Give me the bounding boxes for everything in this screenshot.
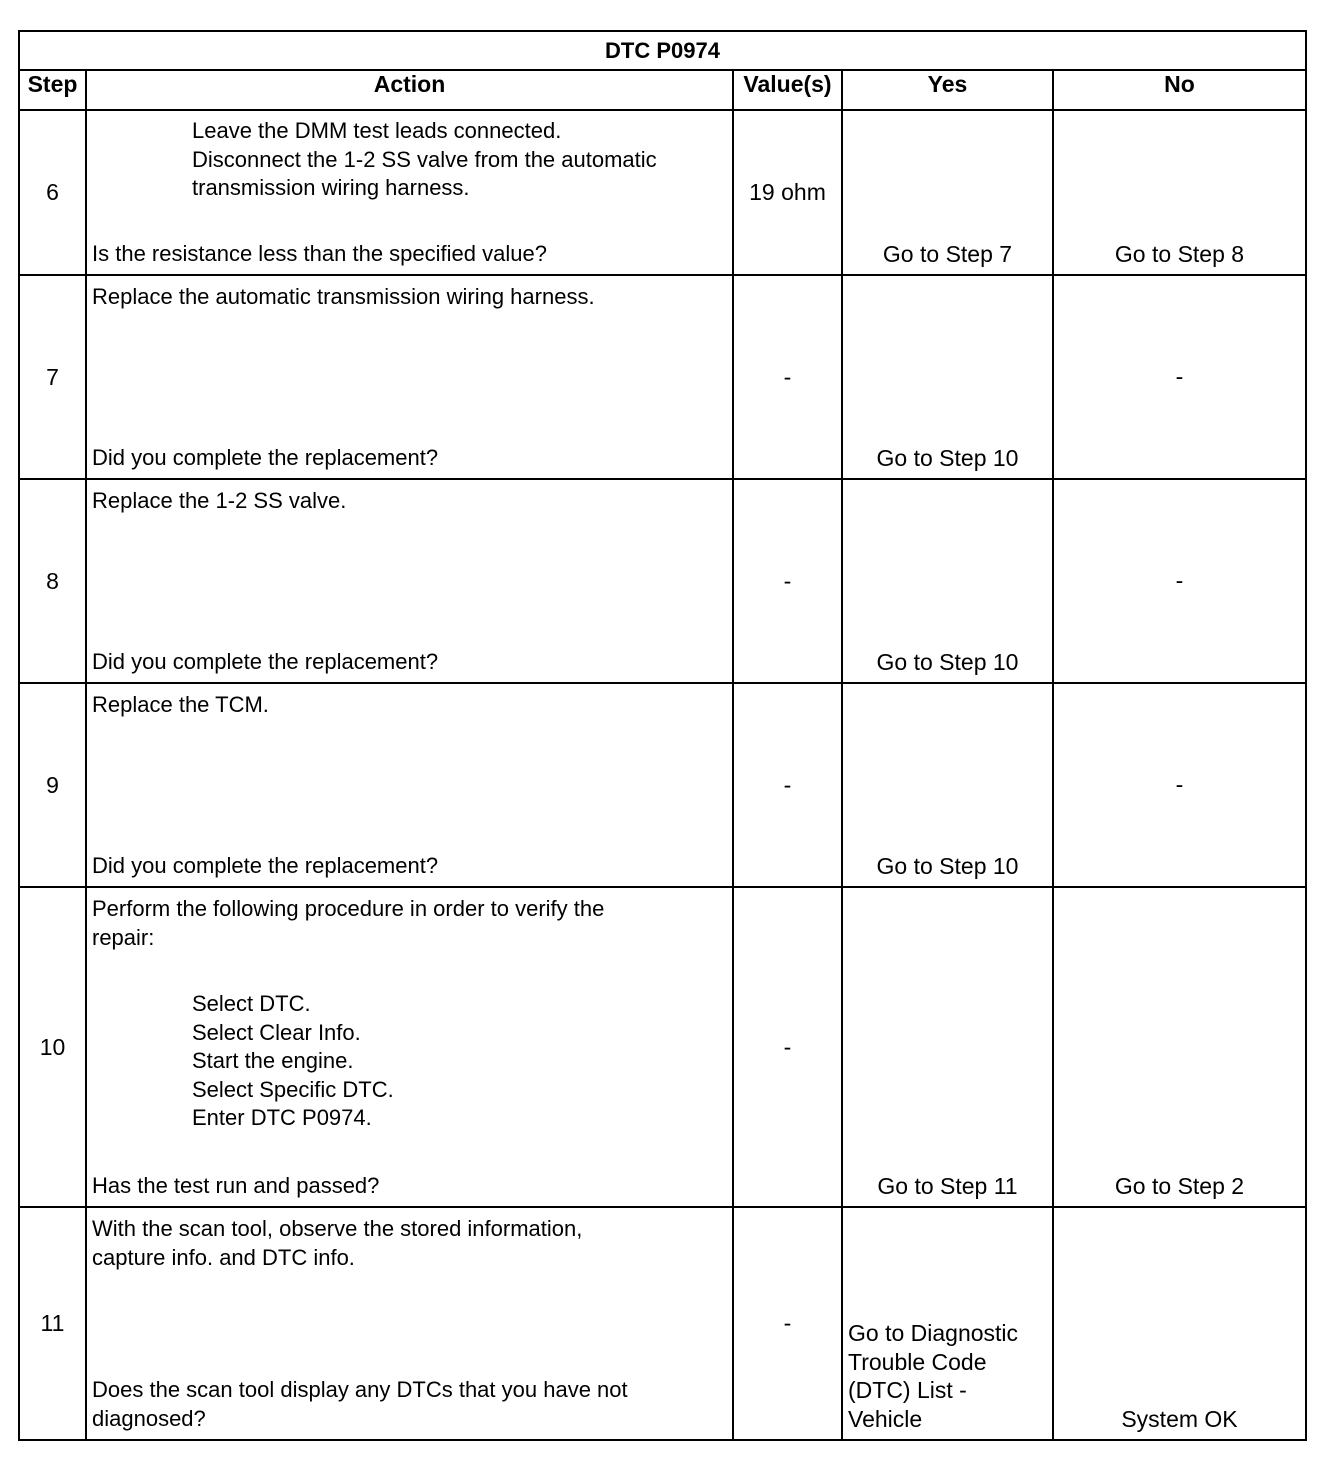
step-number: 11: [19, 1207, 86, 1440]
yes-result: Go to Step 7: [882, 240, 1013, 267]
yes-cell: [842, 887, 1053, 1207]
action-line: Perform the following procedure in order to verify the: [92, 896, 605, 921]
yes-cell: [842, 1207, 1053, 1440]
value-cell: -: [733, 479, 842, 683]
yes-result: [848, 1319, 1052, 1433]
header-action: Action: [86, 70, 733, 110]
step-number: 6: [19, 110, 86, 275]
no-result: Go to Step 8: [1114, 240, 1245, 267]
no-cell: [1053, 479, 1306, 683]
procedure-item: Select DTC.: [192, 991, 311, 1016]
step-number: 9: [19, 683, 86, 887]
value-cell: -: [733, 683, 842, 887]
step-number: 10: [19, 887, 86, 1207]
no-cell: [1053, 683, 1306, 887]
yes-line: Trouble Code: [848, 1348, 987, 1375]
yes-result: Go to Step 10: [876, 444, 1019, 471]
step-number: 8: [19, 479, 86, 683]
header-values: Value(s): [733, 70, 842, 110]
question-line: diagnosed?: [92, 1405, 206, 1431]
action-question: Did you complete the replacement?: [92, 648, 439, 674]
action-line: Replace the 1-2 SS valve.: [92, 488, 347, 513]
action-line: Leave the DMM test leads connected.: [192, 118, 562, 143]
action-cell: [86, 887, 733, 1207]
no-result: Go to Step 2: [1114, 1172, 1245, 1199]
header-row: [19, 70, 1306, 110]
value-cell: -: [733, 275, 842, 479]
no-result: -: [1175, 363, 1184, 390]
yes-line: Vehicle: [848, 1405, 923, 1432]
no-cell: [1053, 110, 1306, 275]
table-row: [19, 479, 1306, 683]
yes-cell: [842, 479, 1053, 683]
no-cell: [1053, 887, 1306, 1207]
action-cell: [86, 110, 733, 275]
action-cell: [86, 275, 733, 479]
action-line: Replace the TCM.: [92, 692, 269, 717]
value-cell: -: [733, 1207, 842, 1440]
procedure-item: Select Specific DTC.: [192, 1076, 394, 1102]
procedure-list: [92, 990, 724, 1133]
action-line: Disconnect the 1-2 SS valve from the automatic: [192, 146, 657, 172]
yes-cell: [842, 110, 1053, 275]
table-title: DTC P0974: [19, 31, 1306, 70]
action-question: Is the resistance less than the specified value?: [92, 240, 547, 266]
table-row: [19, 887, 1306, 1207]
no-result: -: [1175, 771, 1184, 798]
header-no: No: [1053, 70, 1306, 110]
table-row: [19, 1207, 1306, 1440]
header-step: Step: [19, 70, 86, 110]
action-question: Did you complete the replacement?: [92, 852, 439, 878]
action-line: Replace the automatic transmission wiring harness.: [92, 284, 595, 309]
yes-result: Go to Step 11: [877, 1172, 1018, 1199]
dtc-table: [18, 30, 1307, 1441]
action-cell: [86, 1207, 733, 1440]
value-cell: 19 ohm: [733, 110, 842, 275]
action-cell: [86, 479, 733, 683]
step-number: 7: [19, 275, 86, 479]
action-question: Did you complete the replacement?: [92, 444, 439, 470]
no-result: -: [1175, 567, 1184, 594]
action-line: capture info. and DTC info.: [92, 1244, 355, 1270]
header-yes: Yes: [842, 70, 1053, 110]
no-cell: [1053, 275, 1306, 479]
procedure-item: Enter DTC P0974.: [192, 1105, 372, 1130]
yes-result: Go to Step 10: [876, 852, 1019, 879]
procedure-item: Start the engine.: [192, 1048, 354, 1073]
yes-result: Go to Step 10: [876, 648, 1019, 675]
table-row: [19, 683, 1306, 887]
action-line: With the scan tool, observe the stored information,: [92, 1216, 583, 1241]
no-cell: [1053, 1207, 1306, 1440]
action-question: Has the test run and passed?: [92, 1172, 380, 1198]
action-cell: [86, 683, 733, 887]
action-line: transmission wiring harness.: [192, 175, 470, 200]
procedure-item: Select Clear Info.: [192, 1019, 361, 1045]
yes-line: (DTC) List -: [848, 1377, 967, 1403]
action-line: repair:: [92, 924, 155, 950]
value-cell: -: [733, 887, 842, 1207]
yes-cell: [842, 275, 1053, 479]
question-line: Does the scan tool display any DTCs that you have not: [92, 1377, 628, 1402]
table-row: [19, 110, 1306, 275]
yes-cell: [842, 683, 1053, 887]
no-result: System OK: [1121, 1405, 1238, 1432]
table-row: [19, 275, 1306, 479]
yes-line: Go to Diagnostic: [848, 1320, 1019, 1346]
action-question: [92, 1376, 724, 1433]
